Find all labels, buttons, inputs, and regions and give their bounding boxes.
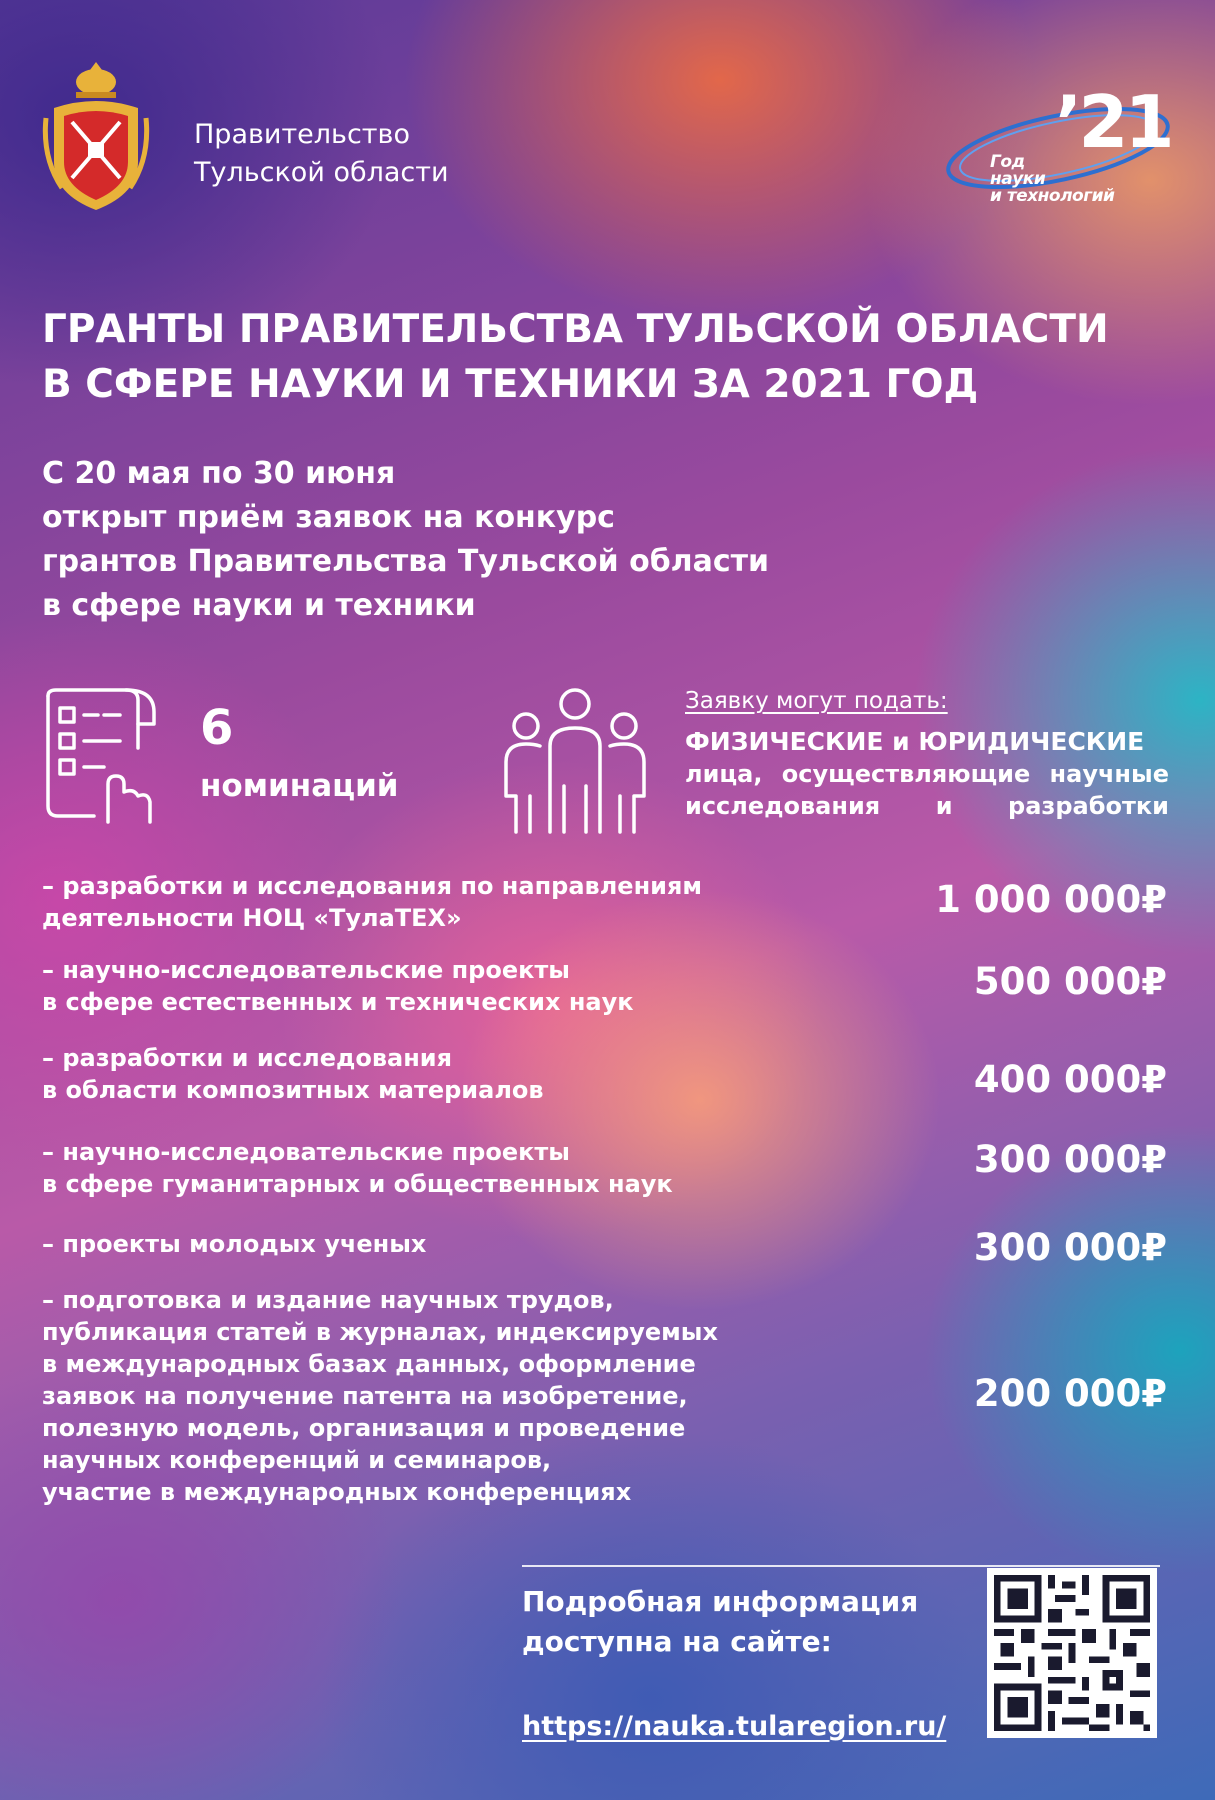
grant-text-line: в сфере гуманитарных и общественных наук [42,1170,673,1198]
grant-item [42,1228,426,1260]
nominations-label: номинаций [200,768,399,804]
year-logo-line2: науки [990,169,1046,189]
intro-line4: в сфере науки и техники [42,588,476,623]
grant-text-line: – разработки и исследования [42,1044,453,1072]
grant-text-line: заявок на получение патента на изобретение, [42,1382,688,1410]
organization-name-line2: Тульской области [194,157,449,188]
grant-text-line: публикация статей в журналах, индексируемых [42,1318,718,1346]
grant-text-line: – научно-исследовательские проекты [42,956,570,984]
grant-text-line: в области композитных материалов [42,1076,544,1104]
coat-of-arms-icon [42,58,150,216]
grant-amount: 400 000₽ [973,1058,1167,1101]
applicants-line1: ФИЗИЧЕСКИЕ и ЮРИДИЧЕСКИЕ [685,727,1145,756]
year-logo-line1: Год [990,152,1025,172]
more-info-line1: Подробная информация [522,1585,919,1618]
grant-text-line: в сфере естественных и технических наук [42,988,634,1016]
grant-text-line: участие в международных конференциях [42,1478,632,1506]
footer-divider [522,1565,1160,1567]
more-info-line2: доступна на сайте: [522,1625,832,1658]
grant-item [42,1136,673,1200]
grant-item [42,1042,544,1106]
grant-item [42,870,702,934]
grant-text-line: научных конференций и семинаров, [42,1446,552,1474]
intro-text [42,452,769,628]
intro-line1: С 20 мая по 30 июня [42,456,396,491]
website-link[interactable]: https://nauka.tularegion.ru/ [522,1711,947,1742]
organization-name [194,116,449,192]
document-list-icon [42,688,164,826]
grant-text-line: – проекты молодых ученых [42,1230,427,1258]
grant-amount: 500 000₽ [973,960,1167,1003]
grant-text-line: – научно-исследовательские проекты [42,1138,570,1166]
year-of-science-logo [940,80,1172,230]
grant-amount: 200 000₽ [973,1372,1167,1415]
grant-item [42,954,634,1018]
grant-text-line: в международных базах данных, оформление [42,1350,696,1378]
nominations-count: 6 [200,700,234,756]
qr-code-icon[interactable] [987,1568,1157,1738]
year-logo-number: ’21 [1055,80,1171,164]
grant-text-line: – разработки и исследования по направлениям [42,872,703,900]
people-group-icon [500,686,650,834]
applicants-line3: исследования и разработки [685,792,1169,820]
grant-amount: 1 000 000₽ [935,878,1167,921]
organization-name-line1: Правительство [194,119,410,150]
applicants-heading: Заявку могут подать: [685,688,948,714]
intro-line3: грантов Правительства Тульской области [42,544,770,579]
grant-text-line: деятельности НОЦ «ТулаТЕХ» [42,904,462,932]
intro-line2: открыт приём заявок на конкурс [42,500,615,535]
grant-text-line: – подготовка и издание научных трудов, [42,1286,614,1314]
title-line2: В СФЕРЕ НАУКИ И ТЕХНИКИ ЗА 2021 ГОД [42,362,979,407]
grant-text-line: полезную модель, организация и проведение [42,1414,686,1442]
title-line1: ГРАНТЫ ПРАВИТЕЛЬСТВА ТУЛЬСКОЙ ОБЛАСТИ [42,307,1109,352]
grant-item [42,1284,718,1508]
more-info-text [522,1582,918,1662]
grant-amount: 300 000₽ [973,1226,1167,1269]
applicants-description [685,726,1169,822]
year-logo-line3: и технологий [990,186,1115,206]
page-title [42,302,1109,412]
grant-amount: 300 000₽ [973,1138,1167,1181]
applicants-line2: лица, осуществляющие научные [685,760,1169,788]
